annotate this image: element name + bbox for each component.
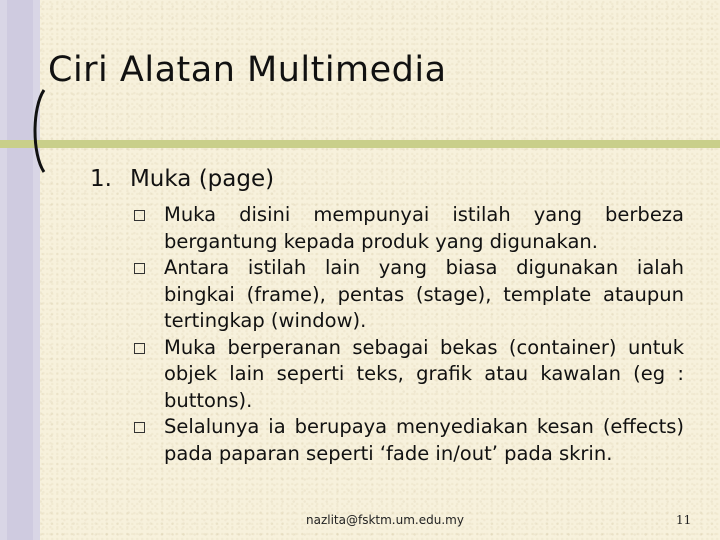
section-number: 1. — [90, 166, 112, 192]
slide-title: Ciri Alatan Multimedia — [48, 50, 447, 90]
page-number: 11 — [676, 513, 692, 527]
bullet-text: Antara istilah lain yang biasa digunakan ialah bingkai (frame), pentas (stage), template ataupun tertingkap (window). — [164, 256, 684, 332]
title-underline-rule — [0, 140, 720, 148]
list-item — [134, 255, 684, 335]
bullet-text: Selalunya ia berupaya menyediakan kesan (effects) pada paparan seperti ‘fade in/out’ pada skrin. — [164, 415, 684, 465]
hollow-square-icon — [134, 422, 145, 433]
footer-email: nazlita@fsktm.um.edu.my — [306, 513, 464, 527]
list-item — [134, 335, 684, 415]
hollow-square-icon — [134, 210, 145, 221]
section-label: Muka (page) — [129, 166, 275, 192]
left-decorative-stripe — [0, 0, 40, 540]
section-heading — [90, 166, 274, 192]
bullet-text: Muka berperanan sebagai bekas (container) untuk objek lain seperti teks, grafik atau kawalan (eg : buttons). — [164, 335, 684, 412]
left-stripe-inner — [7, 0, 33, 540]
bullet-list — [134, 202, 684, 467]
list-item — [134, 414, 684, 467]
hollow-square-icon — [134, 343, 145, 354]
list-item — [134, 202, 684, 255]
hollow-square-icon — [134, 263, 145, 274]
bullet-text: Muka disini mempunyai istilah yang berbeza bergantung kepada produk yang digunakan. — [164, 203, 684, 253]
title-bracket-decoration — [24, 88, 48, 174]
